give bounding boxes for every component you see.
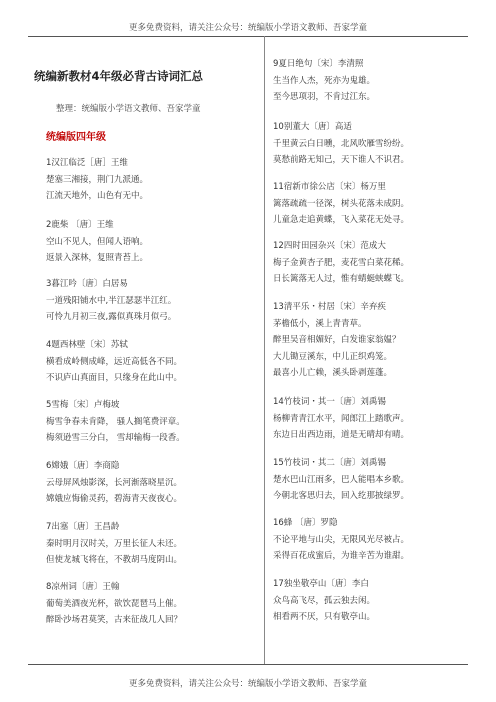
poem-line: 杨柳青青江水平，闻郎江上踏歌声。 [273,413,410,424]
poem-line: 不论平地与山尖，无限风光尽被占。 [273,534,410,545]
poem-line: 嫦娥应悔偷灵药，碧海青天夜夜心。 [46,494,183,504]
poem-heading: 4题西林壁〔宋〕苏轼 [46,340,128,350]
poem-line: 楚水巴山江雨多，巴人能唱本乡歌。 [273,474,410,485]
poem-line: 莫愁前路无知己，天下谁人不识君。 [273,155,410,165]
poem-line: 楚塞三湘接，荆门九派通。 [46,174,149,185]
poem-line: 至今思项羽，不肯过江东。 [273,92,376,102]
poem-block [273,299,401,382]
footer-rule [28,664,468,665]
poem-heading: 14竹枝词・其一〔唐〕刘禹锡 [273,397,386,407]
poem-line: 众鸟高飞尽，孤云独去闲。 [273,595,376,606]
poem-block [46,458,182,508]
poem-block [273,179,409,229]
poem-heading: 17独坐敬亭山〔唐〕李白 [273,579,369,589]
poem-line: 一道残阳铺水中,半江瑟瑟半江红。 [46,295,177,306]
poem-line: 相看两不厌，只有敬亭山。 [273,612,376,622]
poem-line: 生当作人杰，死亦为鬼雄。 [273,75,376,86]
document-title: 统编新教材4年级必背古诗词汇总 [34,69,203,83]
poem-heading: 1汉江临泛［唐］王维 [46,158,128,168]
poem-heading: 12四时田园杂兴〔宋〕范成大 [273,241,386,251]
poem-line: 日长篱落无人过，惟有蜻蜓蛱蝶飞。 [273,274,410,284]
poem-block [273,455,409,505]
poem-line: 大儿锄豆溪东，中儿正织鸡笼。 [273,351,393,362]
poem-heading: 11宿新市徐公店〔宋〕杨万里 [273,182,386,192]
poem-block [273,238,409,288]
page-footer-text: 更多免费资料，请关注公众号：统编版小学语文教师、吾家学童 [128,679,367,689]
poem-line: 最喜小儿亡赖，溪头卧剥莲蓬。 [273,368,393,378]
poem-line: 但使龙城飞将在，不教胡马度阴山。 [46,555,183,565]
poem-heading: 7出塞〔唐〕王昌龄 [46,522,120,532]
poem-block [46,337,182,387]
poem-heading: 13清平乐・村居〔宋〕辛弃疾 [273,302,386,312]
poem-block [46,579,182,629]
header-rule [28,36,468,37]
poem-block [46,519,182,569]
poem-line: 空山不见人，但闻人语响。 [46,236,149,247]
poem-line: 醉卧沙场君莫笑，古来征战几人回？ [46,615,183,625]
poem-line: 儿童急走追黄蝶，飞入菜花无处寻。 [273,215,410,225]
poem-line: 秦时明月汉时关，万里长征人未还。 [46,538,183,549]
poem-line: 梅子金黄杏子肥，麦花雪白菜花稀。 [273,257,410,268]
poem-block [46,276,176,326]
poem-line: 可怜九月初三夜,露似真珠月似弓。 [46,312,177,322]
poem-heading: 10别董大〔唐〕高适 [273,122,352,132]
poem-line: 返景入深林，复照青苔上。 [46,253,149,263]
poem-line: 葡萄美酒夜光杯，欲饮琵琶马上催。 [46,598,183,609]
poem-line: 横看成岭侧成峰，远近高低各不同。 [46,356,183,367]
poem-line: 江流天地外，山色有无中。 [46,191,149,201]
poem-line: 茅檐低小，溪上青青草。 [273,318,367,329]
poem-block [273,56,375,106]
column-divider [264,36,265,664]
section-heading: 统编版四年级 [46,132,106,143]
poem-heading: 2鹿柴 〔唐〕王维 [46,220,114,230]
poem-heading: 5雪梅〔宋〕卢梅坡 [46,400,120,410]
poem-heading: 9夏日绝句〔宋〕李清照 [273,59,364,69]
poem-block [46,217,148,267]
poem-heading: 16蜂 〔唐〕罗隐 [273,518,338,528]
poem-line: 醉里吴音相媚好，白发谁家翁媪？ [273,335,401,345]
poem-heading: 8凉州词〔唐〕王翰 [46,582,120,592]
poem-heading: 6嫦娥〔唐〕李商隐 [46,461,120,471]
poem-line: 采得百花成蜜后，为谁辛苦为谁甜。 [273,551,410,561]
poem-block [273,515,409,565]
poem-line: 云母屏风烛影深，长河渐落晓星沉。 [46,477,183,488]
poem-line: 东边日出西边雨，道是无晴却有晴。 [273,430,410,440]
page-header-text: 更多免费资料，请关注公众号：统编版小学语文教师、吾家学童 [128,23,367,33]
poem-block [273,576,375,626]
document-subtitle: 整理：统编版小学语文教师、吾家学童 [56,104,201,114]
poem-block [46,155,148,205]
poem-line: 千里黄云白日曛，北风吹雁雪纷纷。 [273,138,410,149]
poem-line: 梅雪争春未肯降， 骚人搁笔费评章。 [46,416,185,427]
poem-line: 不识庐山真面目，只缘身在此山中。 [46,373,183,383]
poem-block [273,119,409,169]
poem-line: 梅须逊雪三分白， 雪却输梅一段香。 [46,433,185,443]
poem-block [273,394,409,444]
poem-heading: 15竹枝词・其二〔唐〕刘禹锡 [273,458,386,468]
poem-block [46,397,185,447]
poem-heading: 3暮江吟〔唐〕白居易 [46,279,128,289]
poem-line: 篱落疏疏一径深，树头花落未成阴。 [273,198,410,209]
poem-line: 今朝北客思归去，回入纥那披绿罗。 [273,491,410,501]
